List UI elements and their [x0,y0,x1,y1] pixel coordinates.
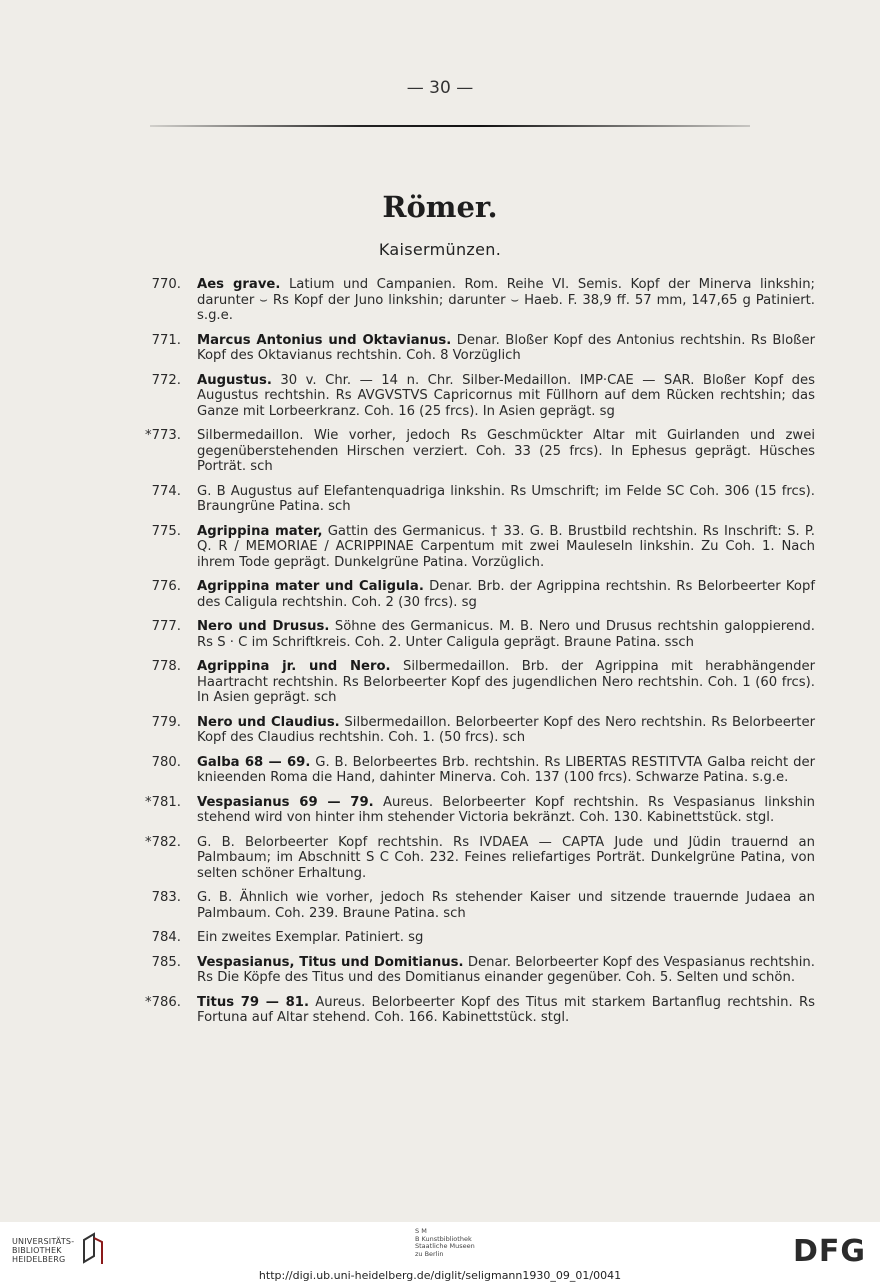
entry-number: 777. [151,619,181,634]
library-name: UNIVERSITÄTS- BIBLIOTHEK HEIDELBERG [12,1237,75,1264]
entry-text: Gattin des Germanicus. † 33. G. B. Brustbild rechtshin. Rs Inschrift: S. P. Q. R / MEMORIAE / ACRIPPINAE Carpentum mit zwei Mauleseln linkshin. Zu Coh. 1. Nach ihrem Tode geprägt. Dunkelgrüne Patina. Vorzüglich. [197,523,815,570]
header-rule [150,125,750,127]
catalog-entry [145,795,815,826]
entry-text: Denar. Belorbeerter Kopf des Vespasianus rechtshin. Rs Die Köpfe des Titus und des Domitianus einander gegenüber. Coh. 5. Selten und schön. [197,954,815,985]
entry-heading: Agrippina mater, [197,523,323,539]
entry-text: Latium und Campanien. Rom. Reihe VI. Semis. Kopf der Minerva linkshin; darunter ⌣ Rs Kopf der Juno linkshin; darunter ⌣ Haeb. F. 38,9 ff. 57 mm, 147,65 g Patiniert. s.g.e. [197,277,815,323]
library-logo-icon [80,1232,106,1266]
entry-number: 780. [151,754,181,770]
entry-number: 783. [151,890,181,905]
entry-heading: Aes grave. [197,277,281,292]
entry-number: *773. [145,428,181,443]
section-subtitle: Kaisermünzen. [378,240,502,259]
catalog-entry [145,930,815,946]
entry-heading: Vespasianus, Titus und Domitianus. [197,954,464,970]
entry-number: *781. [145,794,181,810]
entry-number: 771. [151,332,181,348]
entry-heading: Nero und Claudius. [197,714,340,730]
museum-credit: S M B Kunstbibliothek Staatliche Museen zu Berlin [415,1227,475,1258]
catalog-entry [145,484,815,515]
dfg-logo: DFG [792,1234,866,1269]
entry-number: 784. [151,930,181,945]
entry-heading: Agrippina jr. und Nero. [197,659,391,674]
entry-number: *786. [145,994,181,1010]
catalog-entry [145,428,815,475]
entry-heading: Agrippina mater und Caligula. [197,579,424,594]
entry-number: 779. [151,714,181,730]
catalog-entry [145,715,815,746]
catalog-entry [145,524,815,571]
catalog-entry [145,277,815,324]
page-title: Römer. [382,190,498,224]
catalog-entry [145,333,815,364]
entry-number: 772. [151,372,181,388]
permalink-url[interactable]: http://digi.ub.uni-heidelberg.de/diglit/seligmann1930_09_01/0041 [258,1269,622,1282]
entry-text: Silbermedaillon. Brb. der Agrippina mit herabhängender Haartracht rechtshin. Rs Belorbeerter Kopf des jugendlichen Nero rechtshin. Coh. 1 (60 frcs). In Asien geprägt. sch [197,659,815,705]
entry-heading: Augustus. [197,372,272,388]
entry-text: 30 v. Chr. — 14 n. Chr. Silber-Medaillon. IMP·CAE — SAR. Bloßer Kopf des Augustus rechtshin. Rs AVGVSTVS Capricornus mit Füllhorn auf dem Rücken rechtshin; das Ganze mit Lorbeerkranz. Coh. 16 (25 frcs). In Asien geprägt. sg [197,372,815,419]
entry-heading: Vespasianus 69 — 79. [197,794,374,810]
catalog-entries [145,277,815,1035]
catalog-entry [145,659,815,706]
entry-number: 778. [151,659,181,674]
entry-heading: Titus 79 — 81. [197,994,309,1010]
entry-text: G. B. Belorbeertes Brb. rechtshin. Rs LIBERTAS RESTITVTA Galba reicht der knieenden Roma die Hand, dahinter Minerva. Coh. 137 (100 frcs). Schwarze Patina. s.g.e. [197,754,815,785]
entry-heading: Marcus Antonius und Oktavianus. [197,332,452,348]
entry-text: Silbermedaillon. Wie vorher, jedoch Rs Geschmückter Altar mit Guirlanden und zwei gegenüberstehenden Hirschen verziert. Coh. 33 (25 frcs). In Ephesus geprägt. Hüsches Porträt. sch [197,428,815,474]
entry-heading: Nero und Drusus. [197,619,330,634]
catalog-entry [145,995,815,1026]
entry-number: 770. [151,277,181,292]
catalog-entry [145,619,815,650]
entry-number: 774. [151,483,181,499]
entry-text: Denar. Bloßer Kopf des Antonius rechtshin. Rs Bloßer Kopf des Oktavianus rechtshin. Coh. 8 Vorzüglich [197,332,815,363]
entry-number: 785. [151,954,181,970]
catalog-entry [145,579,815,610]
entry-text: Söhne des Germanicus. M. B. Nero und Drusus rechtshin galoppierend. Rs S · C im Schriftkreis. Coh. 2. Unter Caligula geprägt. Braune Patina. ssch [197,619,815,650]
entry-number: 775. [151,523,181,539]
entry-text: G. B Augustus auf Elefantenquadriga linkshin. Rs Umschrift; im Felde SC Coh. 306 (15 frcs). Braungrüne Patina. sch [197,483,815,514]
catalog-entry [145,890,815,921]
catalog-entry [145,955,815,986]
entry-text: Aureus. Belorbeerter Kopf des Titus mit starkem Bartanflug rechtshin. Rs Fortuna auf Altar stehend. Coh. 166. Kabinettstück. stgl. [197,994,815,1025]
entry-text: Aureus. Belorbeerter Kopf rechtshin. Rs Vespasianus linkshin stehend wird von hinter ihm stehender Victoria bekränzt. Coh. 130. Kabinettstück. stgl. [197,794,815,825]
entry-number: *782. [145,834,181,850]
entry-text: Silbermedaillon. Belorbeerter Kopf des Nero rechtshin. Rs Belorbeerter Kopf des Claudius rechtshin. Coh. 1. (50 frcs). sch [197,714,815,745]
catalog-entry [145,373,815,420]
entry-text: Denar. Brb. der Agrippina rechtshin. Rs Belorbeerter Kopf des Caligula rechtshin. Coh. 2 (30 frcs). sg [197,579,815,610]
catalog-entry [145,835,815,882]
entry-text: G. B. Belorbeerter Kopf rechtshin. Rs IVDAEA — CAPTA Jude und Jüdin trauernd an Palmbaum; im Abschnitt S C Coh. 232. Feines reliefartiges Porträt. Dunkelgrüne Patina, von selten schöner Erhaltung. [197,834,815,881]
entry-text: G. B. Ähnlich wie vorher, jedoch Rs stehender Kaiser und sitzende trauernde Judaea an Palmbaum. Coh. 239. Braune Patina. sch [197,890,815,921]
catalog-entry [145,755,815,786]
entry-heading: Galba 68 — 69. [197,754,311,770]
page-number: — 30 — [406,78,474,98]
entry-number: 776. [151,579,181,594]
entry-text: Ein zweites Exemplar. Patiniert. sg [197,930,424,945]
